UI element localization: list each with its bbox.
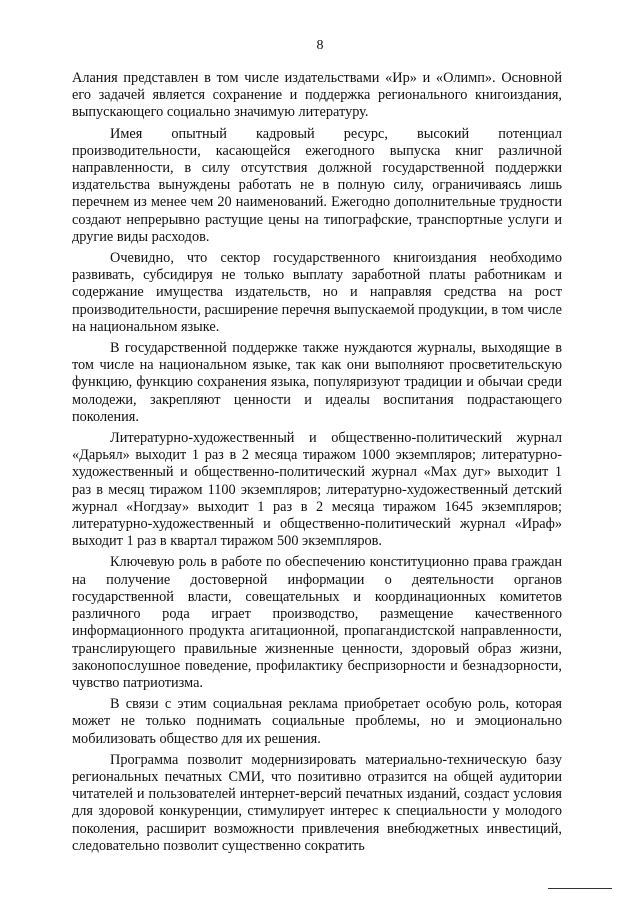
paragraph-3: Очевидно, что сектор государственного книгоиздания необходимо развивать, субсидируя не только выплату заработной платы работникам и содержание имущества издательств, но и направляя средства на рост производительности, расширение перечня выпускаемой продукции, в том числе на национальном языке. xyxy=(72,250,562,335)
footer-rule xyxy=(548,888,612,889)
paragraph-2: Имея опытный кадровый ресурс, высокий потенциал производительности, касающейся ежегодного выпуска книг различной направленности, в силу отсутствия должной государственной поддержки издательства вынуждены работать не в полную силу, ограничиваясь лишь перечнем из менее чем 20 наименований. Ежегодно дополнительные трудности создают непрерывно растущие цены на типографские, транспортные услуги и другие виды расходов. xyxy=(72,125,562,245)
paragraph-4: В государственной поддержке также нуждаются журналы, выходящие в том числе на национальном языке, так как они выполняют просветительскую функцию, функцию сохранения языка, популяризуют традиции и обычаи среди молодежи, закрепляют ценности и идеалы воспитания подрастающего поколения. xyxy=(72,340,562,425)
document-body xyxy=(72,70,562,859)
paragraph-6: Ключевую роль в работе по обеспечению конституционно права граждан на получение достоверной информации о деятельности органов государственной власти, совещательных и координационных комитетов различного рода играет производство, размещение качественного информационного продукта агитационной, пропагандистской направленности, транслирующего правильные жизненные ценности, здоровый образ жизни, законопослушное поведение, профилактику беспризорности и безнадзорности, чувство патриотизма. xyxy=(72,554,562,691)
paragraph-7: В связи с этим социальная реклама приобретает особую роль, которая может не только поднимать социальные проблемы, но и эмоционально мобилизовать общество для их решения. xyxy=(72,696,562,747)
page-number: 8 xyxy=(316,38,324,53)
paragraph-5: Литературно-художественный и общественно-политический журнал «Дарьял» выходит 1 раз в 2 месяца тиражом 1000 экземпляров; литературно-художественный и общественно-политический журнал «Мах дуг» выходит 1 раз в месяц тиражом 1100 экземпляров; литературно-художественный детский журнал «Ногдзау» выходит 1 раз в 2 месяца тиражом 1645 экземпляров; литературно-художественный и общественно-политический журнал «Ираф» выходит 1 раз в квартал тиражом 500 экземпляров. xyxy=(72,430,562,550)
paragraph-8: Программа позволит модернизировать материально-техническую базу региональных печатных СМИ, что позитивно отразится на общей аудитории читателей и пользователей интернет-версий печатных изданий, создаст условия для здоровой конкуренции, стимулирует интерес к специальности у молодого поколения, расширит возможности привлечения внебюджетных инвестиций, следовательно позволит существенно сократить xyxy=(72,751,562,854)
paragraph-1: Алания представлен в том числе издательствами «Ир» и «Олимп». Основной его задачей является сохранение и поддержка регионального книгоиздания, выпускающего социально значимую литературу. xyxy=(72,70,562,121)
